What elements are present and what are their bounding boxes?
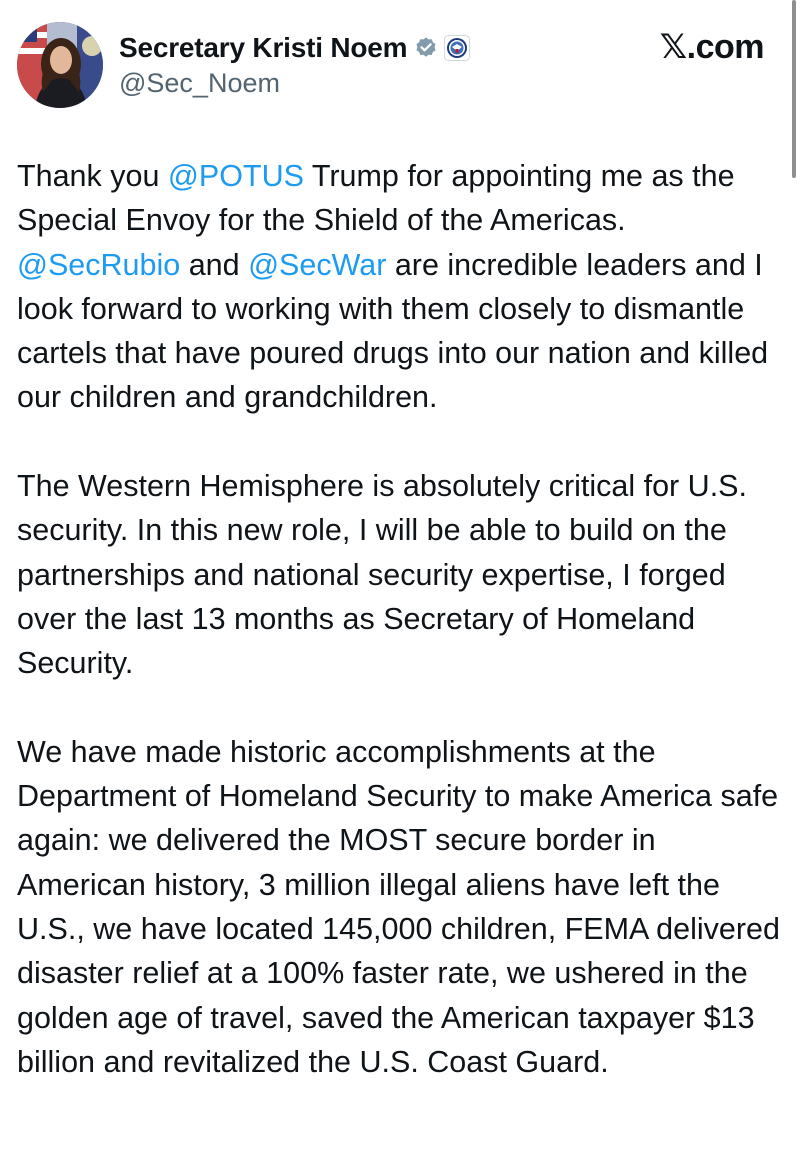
scrollbar[interactable]	[792, 0, 796, 178]
tweet-text-segment: Thank you	[17, 159, 168, 193]
tweet-text-segment: are incredible leaders and I look forward to working with them closely to dismantle cartels that have poured drugs into our nation and killed our children and grandchildren.	[17, 247, 769, 415]
author-display-name[interactable]: Secretary Kristi Noem	[119, 32, 408, 63]
mention-secrubio-link[interactable]: @SecRubio	[17, 247, 181, 282]
x-com-source-label: 𝕏.com	[659, 28, 764, 66]
dhs-seal-icon[interactable]	[444, 35, 470, 61]
avatar[interactable]	[17, 22, 103, 108]
tweet-text-segment: Trump for appointing me as the Special Envoy for the Shield of the Americas.	[17, 159, 735, 238]
verified-badge-icon[interactable]	[414, 36, 438, 60]
author-name-row	[119, 28, 470, 68]
tweet-paragraph-2: The Western Hemisphere is absolutely critical for U.S. security. In this new role, I will be able to build on the partnerships and national security expertise, I forged over the last 13 months as Secretary of Homeland Security.	[17, 469, 748, 681]
tweet-paragraph-3: We have made historic accomplishments at the Department of Homeland Security to make America safe again: we delivered the MOST secure border in American history, 3 million illegal aliens have left the U.S., we have located 145,000 children, FEMA delivered disaster relief at a 100% faster rate, we ushered in the golden age of travel, saved the American taxpayer $13 billion and revitalized the U.S. Coast Guard.	[17, 734, 780, 1079]
tweet-header	[0, 0, 800, 120]
author-handle[interactable]: @Sec_Noem	[119, 68, 280, 98]
tweet-paragraph-1	[17, 154, 787, 420]
tweet-text	[17, 154, 787, 1084]
tweet-text-segment: and	[180, 247, 249, 282]
avatar-photo-icon	[17, 22, 103, 108]
mention-potus-link[interactable]: @POTUS	[167, 159, 304, 193]
mention-secwar-link[interactable]: @SecWar	[248, 247, 387, 282]
